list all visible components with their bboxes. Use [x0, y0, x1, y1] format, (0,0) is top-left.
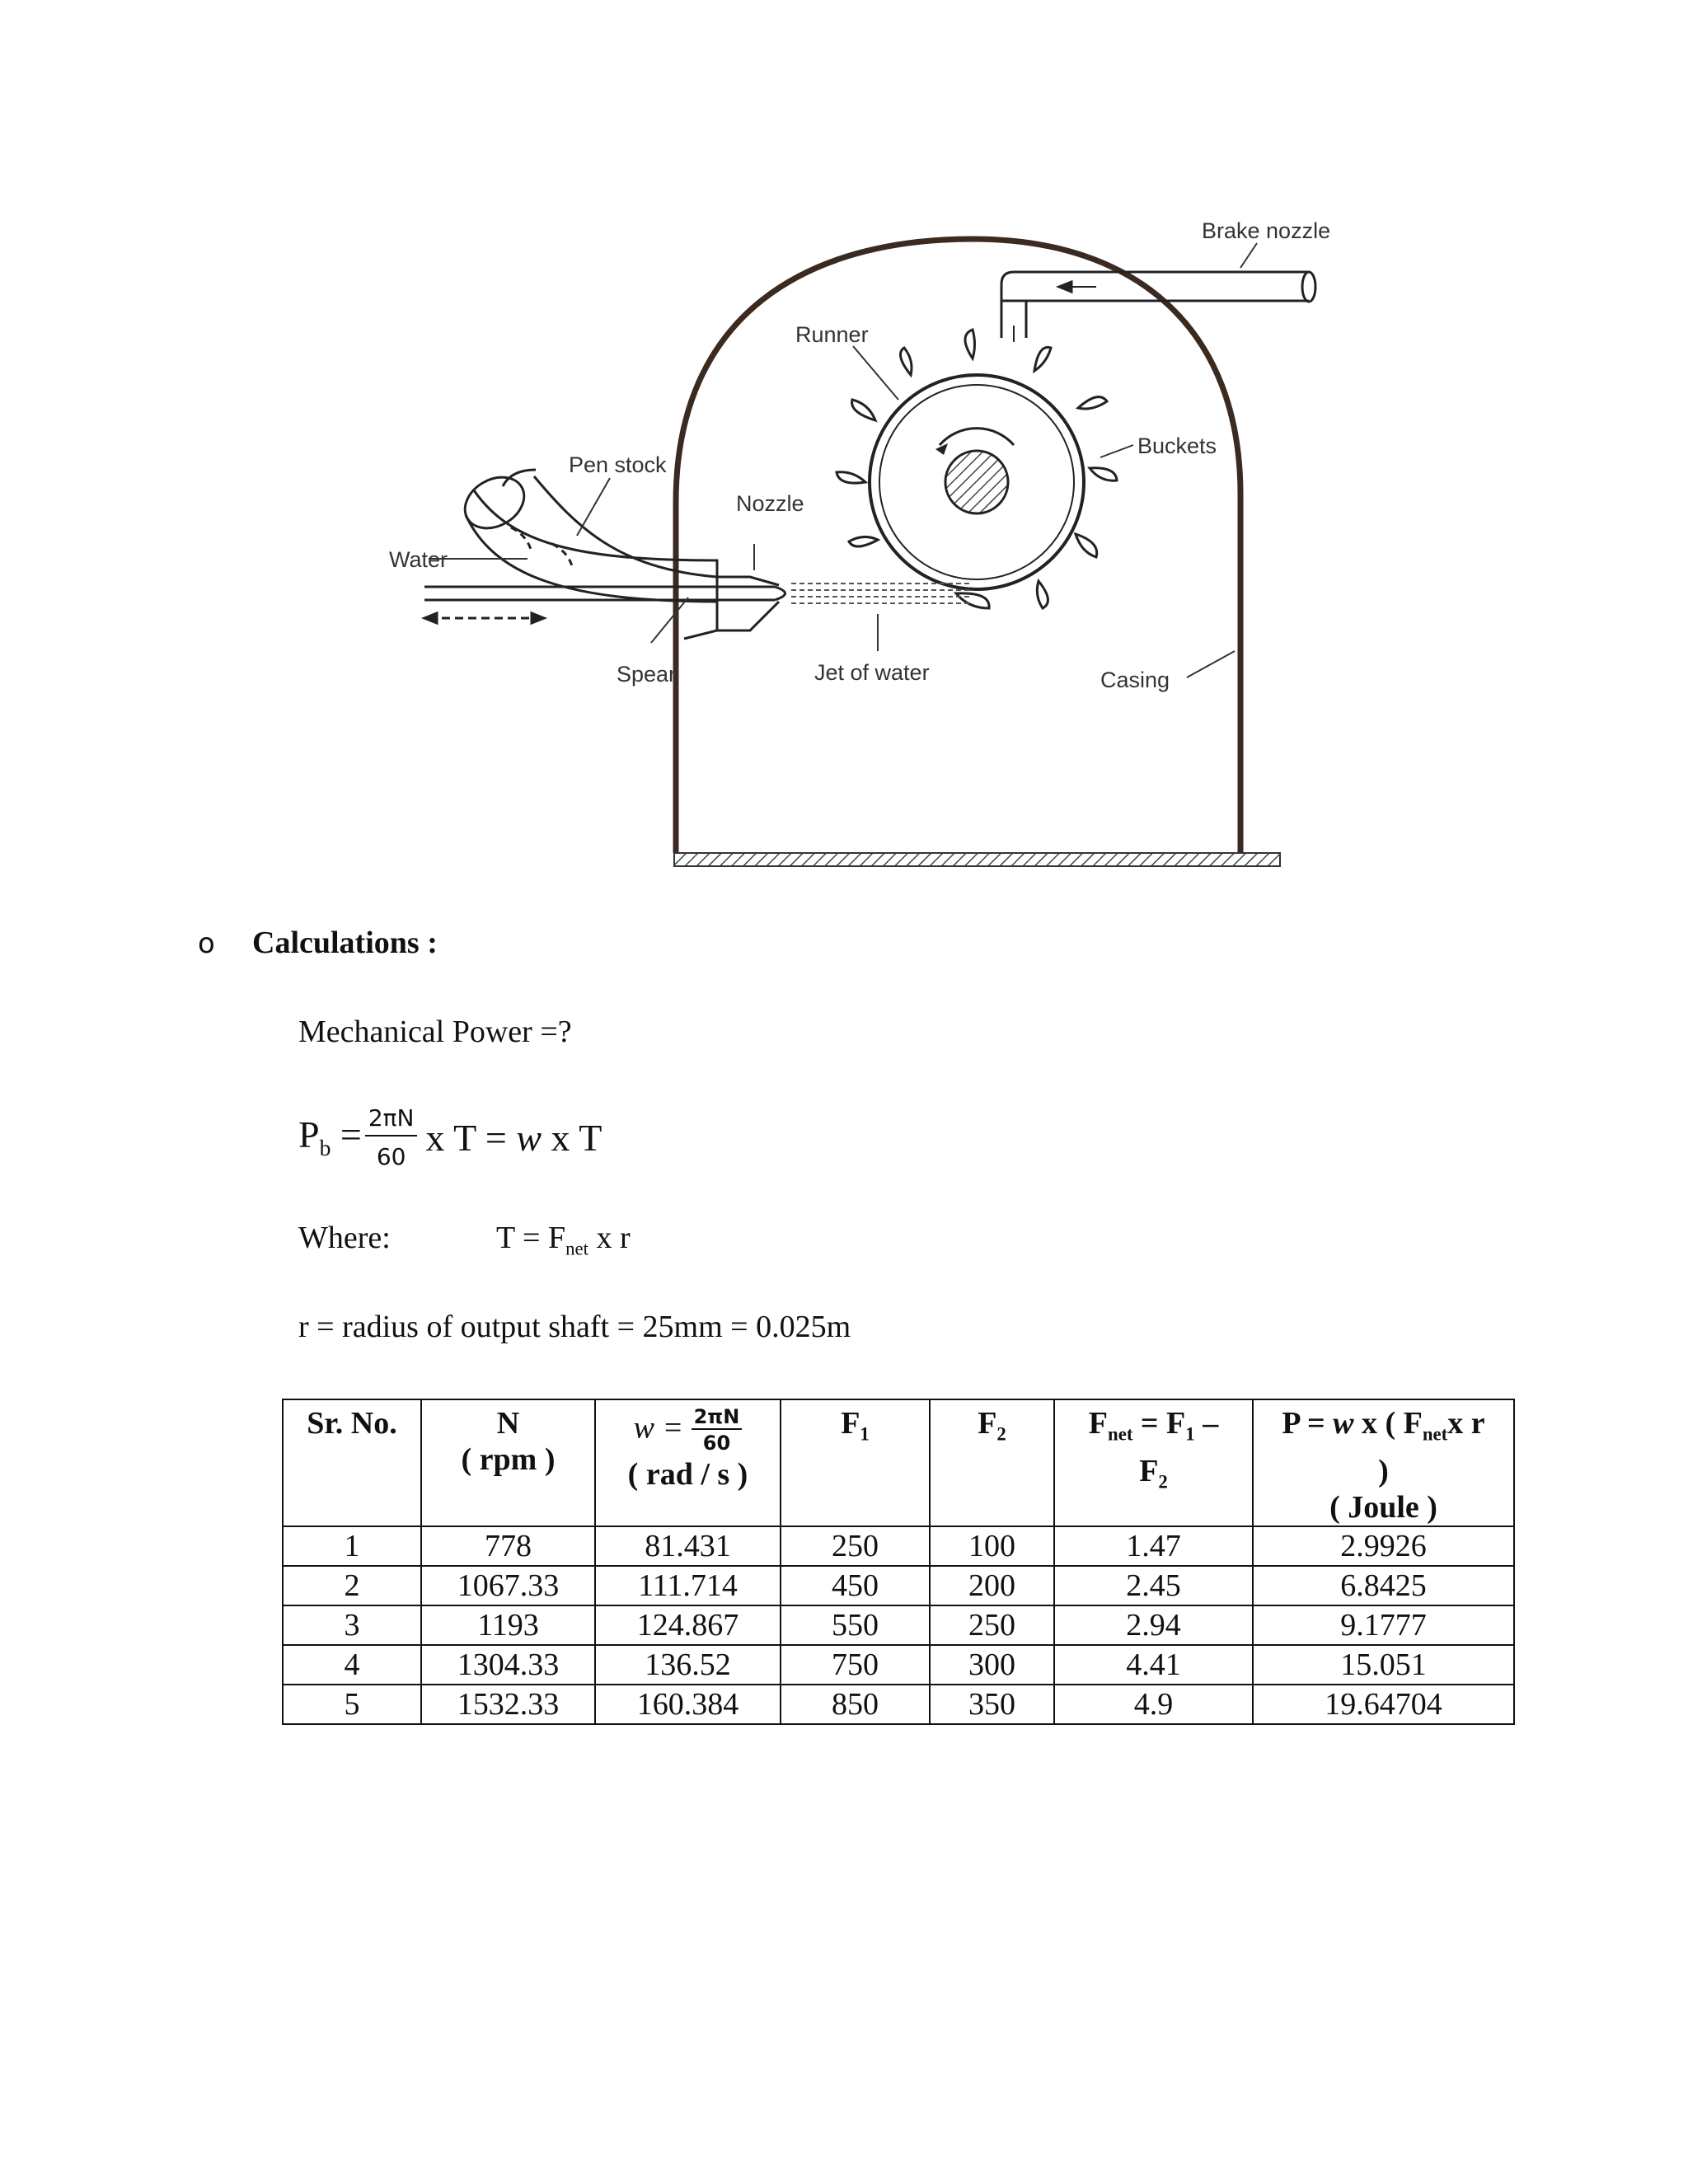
where-row — [298, 1220, 631, 1260]
label-runner: Runner — [795, 322, 869, 347]
cell-w: 81.431 — [595, 1526, 781, 1566]
header-sr-text: Sr. No. — [307, 1406, 397, 1441]
header-p-d: ) — [1378, 1453, 1389, 1488]
formula-lhs-sub: b — [319, 1135, 331, 1161]
formula-rest2: x T — [542, 1116, 603, 1159]
table-row — [283, 1645, 1514, 1685]
cell-power: 9.1777 — [1253, 1605, 1514, 1645]
formula-w: w — [516, 1116, 542, 1159]
runner-wheel — [837, 330, 1117, 608]
label-water: Water — [389, 547, 448, 572]
casing-outline — [676, 239, 1240, 853]
cell-w: 160.384 — [595, 1685, 781, 1724]
cell-power: 15.051 — [1253, 1645, 1514, 1685]
header-w-fraction — [692, 1405, 743, 1456]
formula-fraction — [365, 1104, 418, 1170]
cell-sr: 2 — [283, 1566, 421, 1605]
header-fnet-c: – — [1194, 1406, 1219, 1441]
header-fnet-a: F — [1088, 1406, 1109, 1441]
header-fnet-d-sub: 2 — [1158, 1471, 1168, 1493]
cell-fnet: 2.45 — [1054, 1566, 1253, 1605]
header-f2-sub: 2 — [996, 1423, 1006, 1445]
header-p-c: x r — [1447, 1406, 1485, 1441]
formula-lhs: P — [298, 1113, 320, 1156]
header-w-symbol: w = — [633, 1410, 684, 1446]
cell-sr: 3 — [283, 1605, 421, 1645]
table-row — [283, 1685, 1514, 1724]
radius-line: r = radius of output shaft = 25mm = 0.025m — [298, 1310, 851, 1344]
label-spear: Spear — [617, 662, 677, 687]
cell-power: 6.8425 — [1253, 1566, 1514, 1605]
cell-fnet: 4.9 — [1054, 1685, 1253, 1724]
header-f2-text: F — [978, 1406, 997, 1441]
bullet-icon: o — [198, 927, 215, 960]
cell-f1: 450 — [781, 1566, 930, 1605]
cell-power: 19.64704 — [1253, 1685, 1514, 1724]
label-brake-nozzle: Brake nozzle — [1202, 218, 1331, 243]
cell-power: 2.9926 — [1253, 1526, 1514, 1566]
table-row — [283, 1605, 1514, 1645]
cell-fnet: 2.94 — [1054, 1605, 1253, 1645]
header-f1 — [781, 1399, 930, 1526]
cell-n: 1532.33 — [421, 1685, 595, 1724]
ground-base — [674, 853, 1280, 866]
header-n-text: N — [496, 1406, 520, 1441]
cell-f1: 250 — [781, 1526, 930, 1566]
cell-w: 124.867 — [595, 1605, 781, 1645]
cell-sr: 4 — [283, 1645, 421, 1685]
cell-sr: 1 — [283, 1526, 421, 1566]
header-p-a: P = — [1282, 1406, 1334, 1441]
cell-n: 1067.33 — [421, 1566, 595, 1605]
cell-n: 1193 — [421, 1605, 595, 1645]
torque-sub: net — [565, 1238, 588, 1259]
where-label: Where: — [298, 1221, 391, 1255]
header-w-num: 2πN — [692, 1405, 743, 1430]
header-f1-sub: 1 — [860, 1423, 870, 1445]
header-n-unit: ( rpm ) — [461, 1442, 556, 1477]
header-p-sub: net — [1422, 1423, 1448, 1445]
torque-pre: T = F — [496, 1221, 566, 1255]
cell-f2: 250 — [930, 1605, 1054, 1645]
header-sr-no — [283, 1399, 421, 1526]
cell-f1: 850 — [781, 1685, 930, 1724]
header-fnet — [1054, 1399, 1253, 1526]
label-nozzle: Nozzle — [736, 491, 804, 516]
header-f2 — [930, 1399, 1054, 1526]
cell-n: 778 — [421, 1526, 595, 1566]
header-fnet-d: F — [1139, 1453, 1159, 1488]
header-fnet-b-sub: 1 — [1185, 1423, 1195, 1445]
torque-post: x r — [588, 1221, 631, 1255]
calculations-heading-text: Calculations : — [252, 926, 438, 960]
cell-fnet: 1.47 — [1054, 1526, 1253, 1566]
cell-n: 1304.33 — [421, 1645, 595, 1685]
cell-f2: 350 — [930, 1685, 1054, 1724]
cell-f2: 300 — [930, 1645, 1054, 1685]
power-formula — [298, 1104, 602, 1179]
pelton-wheel-diagram — [0, 0, 1688, 907]
calculations-heading — [198, 925, 438, 961]
penstock-pipe — [424, 467, 973, 639]
cell-f2: 100 — [930, 1526, 1054, 1566]
cell-f1: 750 — [781, 1645, 930, 1685]
label-jet-of-water: Jet of water — [814, 660, 930, 685]
header-fnet-sub: net — [1108, 1423, 1133, 1445]
label-casing: Casing — [1100, 668, 1170, 692]
header-p-b: x ( F — [1353, 1406, 1423, 1441]
results-table — [282, 1399, 1515, 1725]
table-row — [283, 1526, 1514, 1566]
formula-rest: x T = — [425, 1116, 517, 1159]
header-f1-text: F — [841, 1406, 860, 1441]
header-p-w: w — [1333, 1406, 1354, 1441]
cell-sr: 5 — [283, 1685, 421, 1724]
header-n — [421, 1399, 595, 1526]
table-row — [283, 1566, 1514, 1605]
cell-w: 111.714 — [595, 1566, 781, 1605]
cell-w: 136.52 — [595, 1645, 781, 1685]
cell-f2: 200 — [930, 1566, 1054, 1605]
header-w-den: 60 — [702, 1432, 731, 1455]
header-power — [1253, 1399, 1514, 1526]
header-w — [595, 1399, 781, 1526]
label-buckets: Buckets — [1137, 434, 1217, 458]
table-header-row — [283, 1399, 1514, 1526]
cell-fnet: 4.41 — [1054, 1645, 1253, 1685]
header-p-unit: ( Joule ) — [1329, 1489, 1437, 1525]
torque-formula — [496, 1221, 631, 1259]
cell-f1: 550 — [781, 1605, 930, 1645]
header-w-unit: ( rad / s ) — [627, 1457, 748, 1492]
formula-frac-num: 2πN — [365, 1104, 418, 1137]
brake-nozzle-pipe — [1001, 272, 1315, 342]
mechanical-power-line: Mechanical Power =? — [298, 1015, 572, 1049]
formula-eq: = — [331, 1113, 362, 1156]
header-fnet-b: = F — [1132, 1406, 1186, 1441]
formula-frac-den: 60 — [376, 1143, 406, 1170]
label-pen-stock: Pen stock — [569, 452, 667, 477]
